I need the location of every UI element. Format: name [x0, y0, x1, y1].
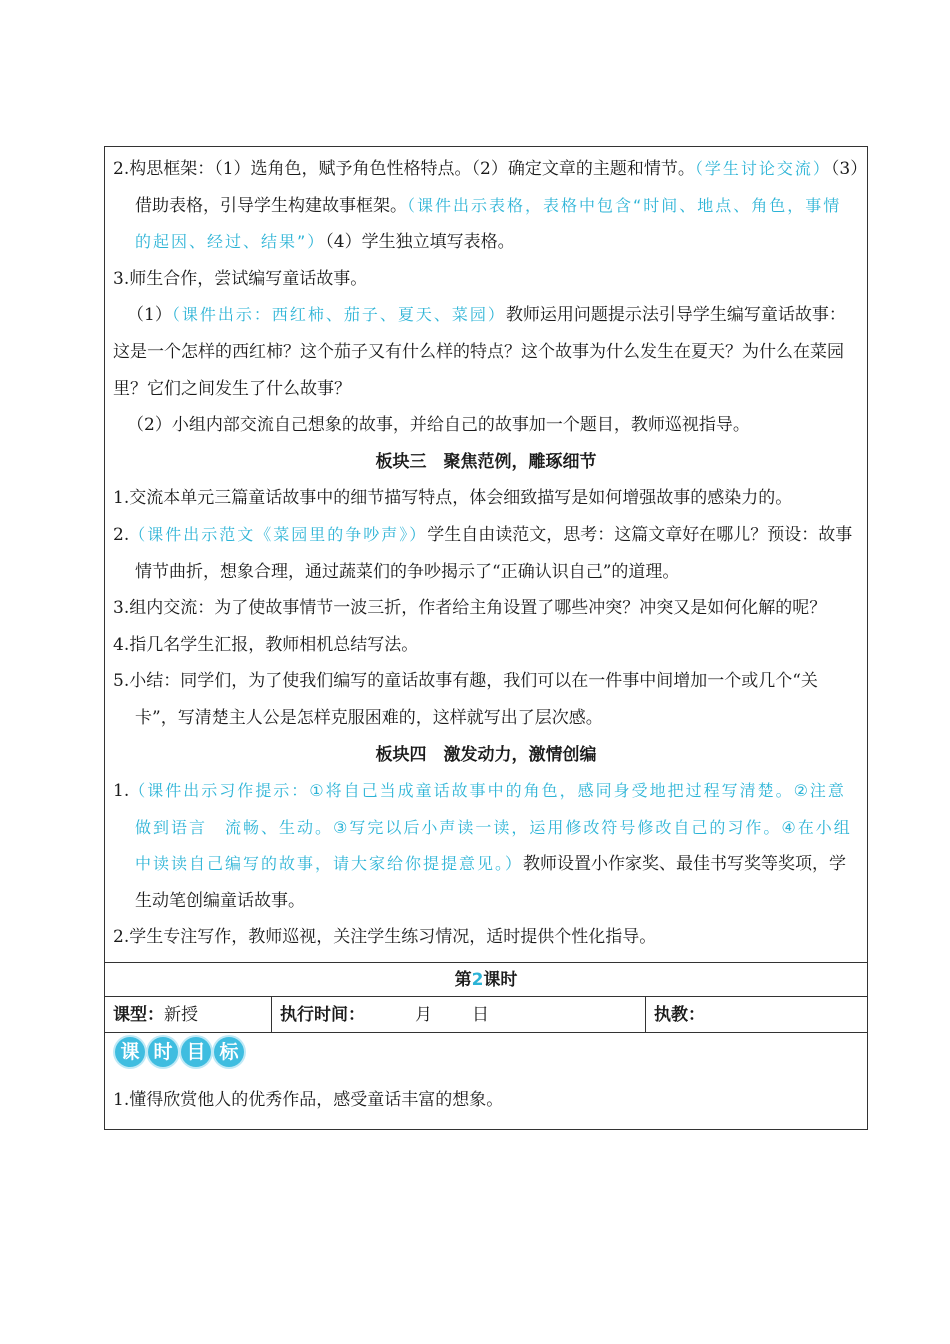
courseware-note: （课件出示习作提示：①将自己当成童话故事中的角色，感同身受地把过程写清楚。②注意做到语言 流畅、生动。③写完以后小声读一读，运用修改符号修改自己的习作。④在小组中读读自己编写的故事，请大家给你提提意见。） — [129, 781, 852, 874]
detail-step-3: 3.组内交流：为了使故事情节一波三折，作者给主角设置了哪些冲突？冲突又是如何化解的呢？ — [113, 598, 827, 619]
section-heading-4: 板块四 激发动力，激情创编 — [375, 744, 597, 765]
goal-item-1: 1.懂得欣赏他人的优秀作品，感受童话丰富的想象。 — [113, 1090, 504, 1111]
lesson-goals-badge: 课 时 目 标 — [115, 1037, 244, 1067]
courseware-note: （课件出示表格，表格中包含“时间、地点、角色，事情的起因、经过、结果”） — [135, 195, 842, 252]
lesson-goals-section — [104, 1033, 868, 1130]
framework-step: 2.构思框架：（1）选角色，赋予角色性格特点。（2）确定文章的主题和情节。（学生讨论交流）（3）借助表格，引导学生构建故事框架。（课件出示表格，表格中包含“时间、地点、角色，事情的起因、经过、结果”）（4）学生独立填写表格。 — [113, 159, 859, 253]
detail-step-1: 1.交流本单元三篇童话故事中的细节描写特点，体会细致描写是如何增强故事的感染力的。 — [113, 488, 793, 509]
writing-step-2: 2.学生专注写作，教师巡视，关注学生练习情况，适时提供个性化指导。 — [113, 927, 657, 948]
writing-step-1: 1.（课件出示习作提示：①将自己当成童话故事中的角色，感同身受地把过程写清楚。②注意做到语言 流畅、生动。③写完以后小声读一读，运用修改符号修改自己的习作。④在小组中读读自己编写的故事，请大家给你提提意见。）教师设置小作家奖、最佳书写奖等奖项，学生动笔创编童话故事。 — [113, 781, 852, 911]
section-heading-3: 板块三 聚焦范例，雕琢细节 — [375, 451, 597, 472]
courseware-note: （课件出示：西红柿、茄子、夏天、菜园） — [171, 305, 506, 325]
detail-step-2: 2.（课件出示范文《菜园里的争吵声》）学生自由读范文，思考：这篇文章好在哪儿？预设：故事情节曲折，想象合理，通过蔬菜们的争吵揭示了“正确认识自己”的道理。 — [113, 524, 853, 582]
cooperation-substep-1: （1）（课件出示：西红柿、茄子、夏天、菜园）教师运用问题提示法引导学生编写童话故事：这是一个怎样的西红柿？这个茄子又有什么样的特点？这个故事为什么发生在夏天？为什么在菜园里？它们之间发生了什么故事？ — [113, 305, 846, 399]
courseware-note: （学生讨论交流） — [694, 159, 831, 178]
lesson-number: 2 — [471, 970, 484, 991]
detail-step-4: 4.指几名学生汇报，教师相机总结写法。 — [113, 634, 419, 655]
teacher-cell: 执教： — [654, 1005, 705, 1026]
cooperation-substep-2: （2）小组内部交流自己想象的故事，并给自己的故事加一个题目，教师巡视指导。 — [127, 415, 750, 436]
lesson-info-row — [104, 997, 868, 1033]
cooperation-step: 3.师生合作，尝试编写童话故事。 — [113, 268, 368, 289]
lesson-number-row: 第2课时 — [104, 963, 868, 997]
activity-section — [104, 146, 868, 963]
courseware-note: （课件出示范文《菜园里的争吵声》） — [129, 524, 428, 544]
lesson-plan-table — [104, 146, 868, 1130]
lesson-type-cell: 课型：新授 — [105, 997, 272, 1032]
schedule-cell: 执行时间： 月 日 — [272, 997, 646, 1032]
detail-step-5: 5.小结：同学们，为了使我们编写的童话故事有趣，我们可以在一件事中间增加一个或几个“关卡”，写清楚主人公是怎样克服困难的，这样就写出了层次感。 — [113, 671, 818, 728]
